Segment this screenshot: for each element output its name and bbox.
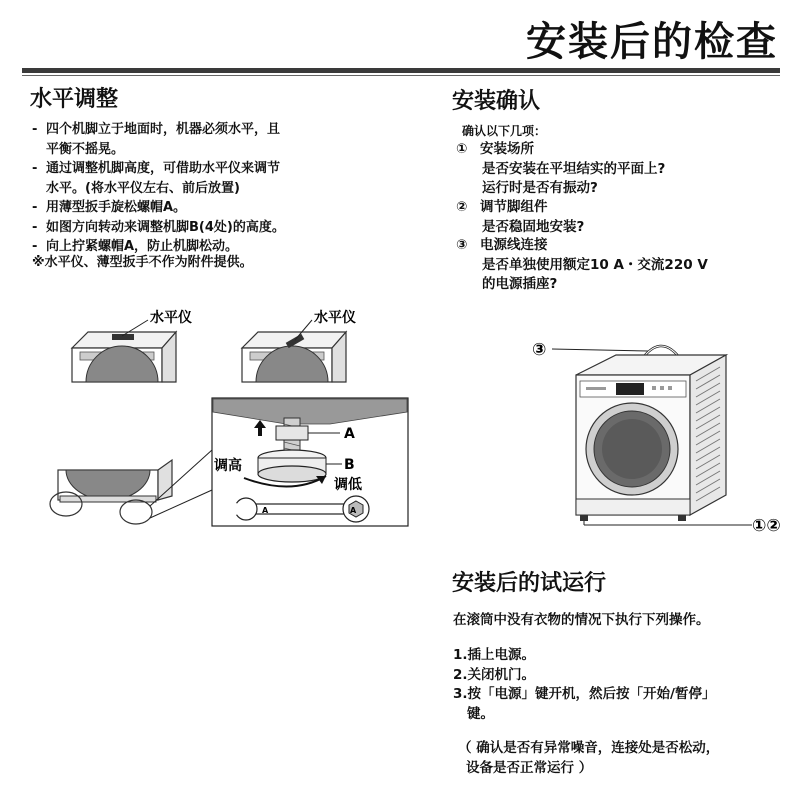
item-number: ③ <box>456 237 468 253</box>
wrench-mark-2: A <box>350 506 357 515</box>
list-item-continued: 键。 <box>467 705 494 722</box>
washer-top-illustration-2 <box>242 332 346 382</box>
item-title: 电源线连接 <box>480 237 548 253</box>
callout-3: ③ <box>532 340 547 360</box>
page-title: 安装后的检查 <box>526 19 778 65</box>
label-raise: 调高 <box>214 458 242 474</box>
list-item: - 如图方向转动来调整机脚B(4处)的高度。 <box>32 218 402 238</box>
wrench-mark-1: A <box>262 506 269 515</box>
confirm-subheading: 确认以下几项： <box>462 124 547 138</box>
washer-base-illustration <box>50 460 172 524</box>
item-title: 调节脚组件 <box>480 199 548 215</box>
foot-circle-right <box>120 500 152 524</box>
leveling-foot-detail <box>212 398 408 526</box>
list-item: 2.关闭机门。 <box>453 666 536 683</box>
leveling-heading: 水平调整 <box>30 87 119 112</box>
washer-illustration <box>520 325 790 545</box>
label-a: A <box>344 426 355 442</box>
test-run-intro: 在滚筒中没有衣物的情况下执行下列操作。 <box>453 612 710 628</box>
leveling-illustration <box>0 300 430 540</box>
check-item-power: ③ 电源线连接 是否单独使用额定10 A・交流220 V 的电源插座? <box>456 237 708 292</box>
leveling-note: ※水平仪、薄型扳手不作为附件提供。 <box>32 255 253 270</box>
check-item-feet: ② 调节脚组件 是否稳固地安装? <box>456 199 585 235</box>
list-item: 1.插上电源。 <box>453 647 536 663</box>
display-panel <box>616 383 644 395</box>
level-label-2: 水平仪 <box>314 310 356 326</box>
label-lower: 调低 <box>334 477 362 493</box>
list-item: - 四个机脚立于地面时，机器必须水平，且 平衡不摇晃。 <box>32 120 402 159</box>
level-label-1: 水平仪 <box>150 310 192 326</box>
label-b: B <box>344 457 355 473</box>
list-item: - 通过调整机脚高度，可借助水平仪来调节 水平。(将水平仪左右、前后放置) <box>32 159 402 198</box>
title-rule <box>22 68 780 73</box>
callout-1-2: ①② <box>752 516 781 536</box>
item-number: ② <box>456 199 468 215</box>
list-item: - 用薄型扳手旋松螺帽A。 <box>32 198 402 218</box>
confirm-heading: 安装确认 <box>452 89 541 114</box>
nut-a <box>276 426 308 440</box>
item-number: ① <box>456 141 468 157</box>
test-run-closing: （ 确认是否有异常噪音，连接处是否松动， 设备是否正常运行 ） <box>458 740 720 776</box>
leveling-list <box>32 120 402 257</box>
test-run-steps <box>453 646 793 724</box>
check-item-location: ① 安装场所 是否安装在平坦结实的平面上? 运行时是否有振动? <box>456 141 666 196</box>
title-rule-thin <box>22 75 780 76</box>
item-title: 安装场所 <box>480 141 534 157</box>
washer-top-illustration-1 <box>72 332 176 382</box>
list-item: - 向上拧紧螺帽A，防止机脚松动。 <box>32 237 402 257</box>
test-run-heading: 安装后的试运行 <box>452 571 607 596</box>
list-item: 3.按「电源」键开机，然后按「开始/暂停」 <box>453 686 716 702</box>
